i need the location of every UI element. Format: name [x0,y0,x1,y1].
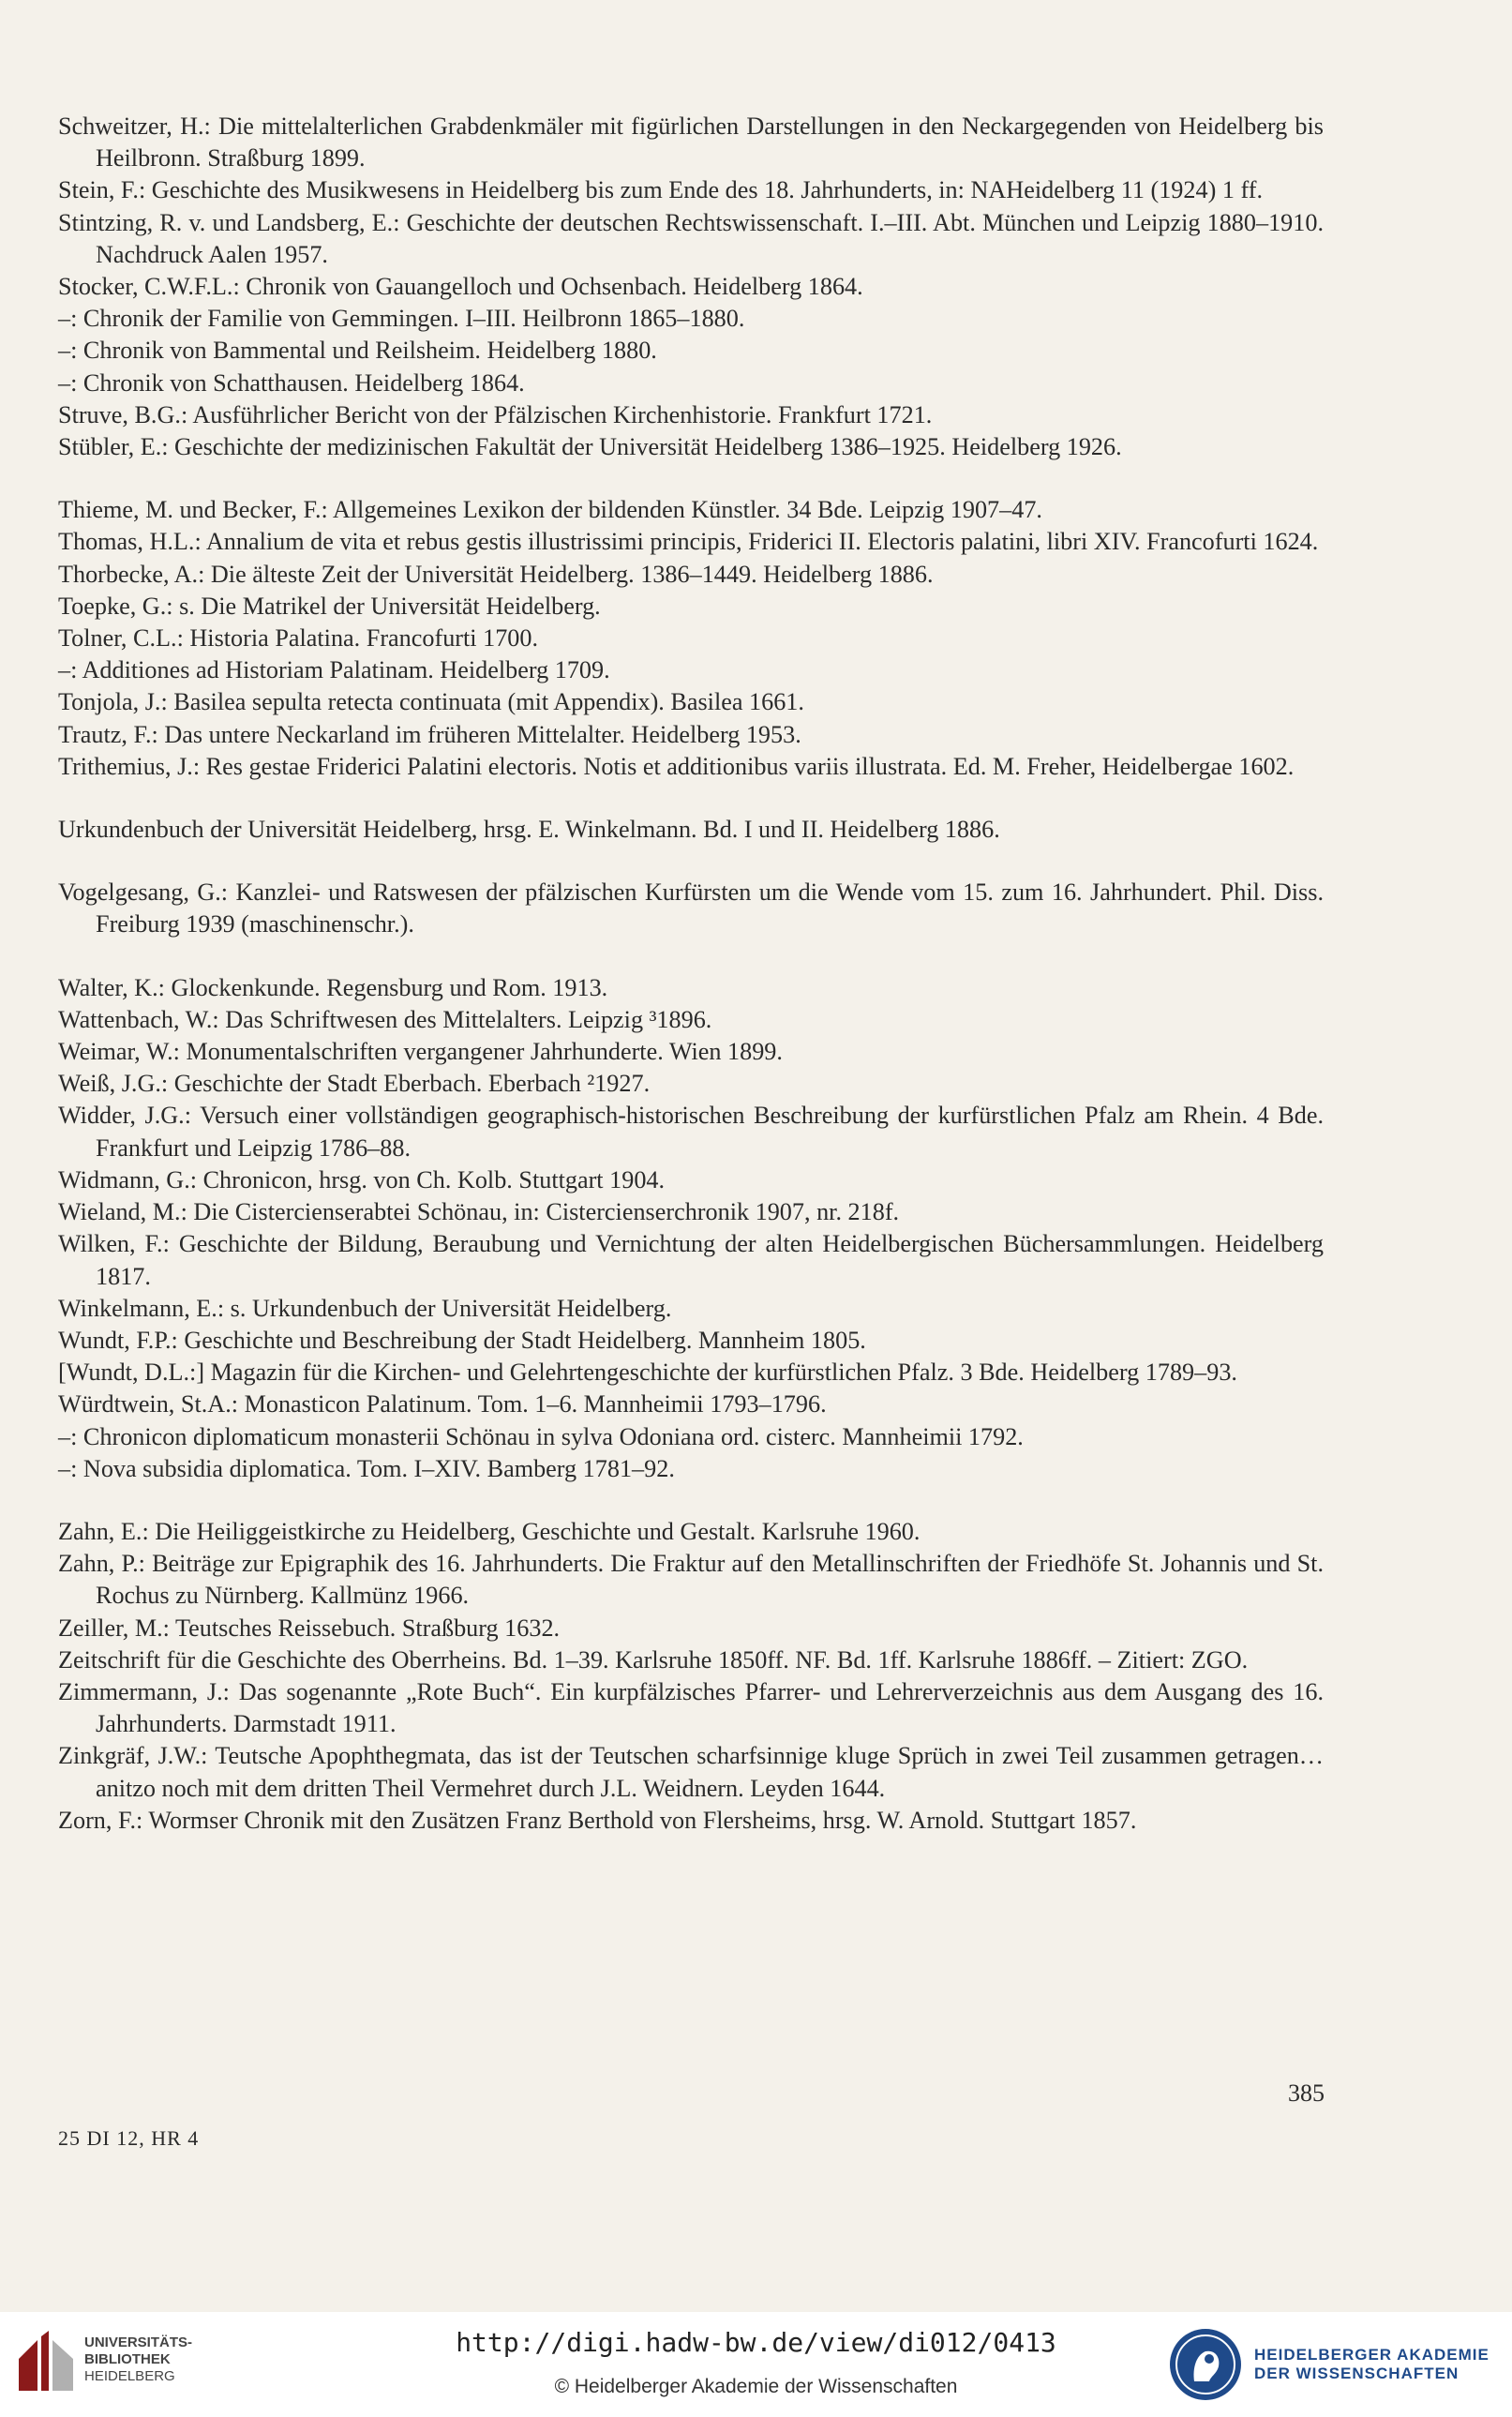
bib-entry: Weiß, J.G.: Geschichte der Stadt Eberbach. Eberbach ²1927. [58,1070,651,1098]
viewer-footer [0,2312,1512,2417]
bib-entry: –: Chronik von Bammental und Reilsheim. Heidelberg 1880. [58,337,657,365]
bib-entry: Wilken, F.: Geschichte der Bildung, Beraubung und Vernichtung der alten Heidelbergischen Büchersammlungen. Heidelberg 1817. [58,1230,1324,1290]
bib-entry: Winkelmann, E.: s. Urkundenbuch der Universität Heidelberg. [58,1294,672,1322]
ub-line-3: HEIDELBERG [84,2368,175,2384]
bib-entry: –: Additiones ad Historiam Palatinam. Heidelberg 1709. [58,656,610,684]
bib-entry: Zeitschrift für die Geschichte des Oberrheins. Bd. 1–39. Karlsruhe 1850ff. NF. Bd. 1ff. Karlsruhe 1886ff. – Zitiert: ZGO. [58,1645,1249,1674]
academy-seal-icon[interactable] [1168,2327,1243,2402]
bib-entry: Zeiller, M.: Teutsches Reissebuch. Straßburg 1632. [58,1614,561,1642]
bib-entry: Vogelgesang, G.: Kanzlei- und Ratswesen der pfälzischen Kurfürsten um die Wende vom 15. zum 16. Jahrhundert. Phil. Diss. Freiburg 1939 (maschinenschr.). [58,878,1324,938]
copyright-notice: © Heidelberger Akademie der Wissenschaften [554,2376,958,2397]
ub-line-2: BIBLIOTHEK [84,2351,171,2367]
bib-entry: Tolner, C.L.: Historia Palatina. Francofurti 1700. [58,624,539,653]
bib-entry: –: Chronik von Schatthausen. Heidelberg 1864. [58,368,525,397]
bib-entry: Stocker, C.W.F.L.: Chronik von Gauangelloch und Ochsenbach. Heidelberg 1864. [58,273,863,301]
letter-gap [58,846,1324,877]
bib-entry: Wieland, M.: Die Cistercienserabtei Schönau, in: Cistercienserchronik 1907, nr. 218f. [58,1198,900,1226]
bib-entry: –: Chronik der Familie von Gemmingen. I–III. Heilbronn 1865–1880. [58,305,745,333]
permalink-url[interactable]: http://digi.hadw-bw.de/view/di012/0413 [456,2327,1056,2358]
letter-gap [58,783,1324,814]
page-number: 385 [1288,2079,1325,2107]
bib-entry: Wattenbach, W.: Das Schriftwesen des Mittelalters. Leipzig ³1896. [58,1005,712,1033]
bib-entry: Toepke, G.: s. Die Matrikel der Universität Heidelberg. [58,592,601,620]
bib-entry: Trithemius, J.: Res gestae Friderici Palatini electoris. Notis et additionibus variis illustrata. Ed. M. Freher, Heidelbergae 1602. [58,752,1295,780]
bib-entry: Stübler, E.: Geschichte der medizinischen Fakultät der Universität Heidelberg 1386–1925. Heidelberg 1926. [58,433,1122,461]
bib-entry: Widder, J.G.: Versuch einer vollständigen geographisch-historischen Beschreibung der kurfürstlichen Pfalz am Rhein. 4 Bde. Frankfurt und Leipzig 1786–88. [58,1102,1324,1162]
bib-entry: Weimar, W.: Monumentalschriften vergangener Jahrhunderte. Wien 1899. [58,1038,783,1066]
bib-entry: Zahn, P.: Beiträge zur Epigraphik des 16. Jahrhunderts. Die Fraktur auf den Metallinschriften der Friedhöfe St. Johannis und St. Rochus zu Nürnberg. Kallmünz 1966. [58,1550,1324,1610]
bib-entry: Trautz, F.: Das untere Neckarland im früheren Mittelalter. Heidelberg 1953. [58,720,801,748]
bib-entry: –: Nova subsidia diplomatica. Tom. I–XIV. Bamberg 1781–92. [58,1454,675,1482]
bib-entry: Wundt, F.P.: Geschichte und Beschreibung der Stadt Heidelberg. Mannheim 1805. [58,1326,866,1354]
bib-entry: Tonjola, J.: Basilea sepulta retecta continuata (mit Appendix). Basilea 1661. [58,688,804,716]
printer-signature: 25 DI 12, HR 4 [58,2126,200,2150]
letter-gap [58,1485,1324,1516]
bib-entry: [Wundt, D.L.:] Magazin für die Kirchen- und Gelehrtengeschichte der kurfürstlichen Pfalz. 3 Bde. Heidelberg 1789–93. [58,1359,1237,1387]
bib-entry: –: Chronicon diplomaticum monasterii Schönau in sylva Odoniana ord. cisterc. Mannheimii 1792. [58,1422,1024,1450]
bib-entry: Thomas, H.L.: Annalium de vita et rebus gestis illustrissimi principis, Friderici II. Electoris palatini, libri XIV. Francofurti 1624. [58,528,1319,556]
bib-entry: Würdtwein, St.A.: Monasticon Palatinum. Tom. 1–6. Mannheimii 1793–1796. [58,1390,827,1419]
academy-line-2: DER WISSENSCHAFTEN [1254,2364,1460,2382]
bib-entry: Zinkgräf, J.W.: Teutsche Apophthegmata, das ist der Teutschen scharfsinnige kluge Sprüch in zwei Teil zusammen getragen… anitzo noch mit dem dritten Theil Vermehret durch J.L. Weidnern. Leyden 1644. [58,1742,1324,1802]
bibliography-list [58,111,1324,1837]
bib-entry: Walter, K.: Glockenkunde. Regensburg und Rom. 1913. [58,973,608,1001]
bib-entry: Widmann, G.: Chronicon, hrsg. von Ch. Kolb. Stuttgart 1904. [58,1165,666,1193]
academy-line-1: HEIDELBERGER AKADEMIE [1254,2346,1490,2364]
bib-entry: Zorn, F.: Wormser Chronik mit den Zusätzen Franz Berthold von Flersheims, hrsg. W. Arnold. Stuttgart 1857. [58,1806,1137,1834]
bib-entry: Struve, B.G.: Ausführlicher Bericht von der Pfälzischen Kirchenhistorie. Frankfurt 1721. [58,400,933,428]
bib-entry: Stintzing, R. v. und Landsberg, E.: Geschichte der deutschen Rechtswissenschaft. I.–III. Abt. München und Leipzig 1880–1910. Nachdruck Aalen 1957. [58,208,1324,268]
bib-entry: Stein, F.: Geschichte des Musikwesens in Heidelberg bis zum Ende des 18. Jahrhunderts, in: NAHeidelberg 11 (1924) 1 ff. [58,176,1263,204]
bib-entry: Urkundenbuch der Universität Heidelberg, hrsg. E. Winkelmann. Bd. I und II. Heidelberg 1886. [58,816,1000,844]
bib-entry: Thieme, M. und Becker, F.: Allgemeines Lexikon der bildenden Künstler. 34 Bde. Leipzig 1907–47. [58,496,1042,524]
ub-line-1: UNIVERSITÄTS- [84,2334,193,2350]
academy-name [1254,2346,1490,2383]
bib-entry: Zimmermann, J.: Das sogenannte „Rote Buch“. Ein kurpfälzisches Pfarrer- und Lehrerverzeichnis aus dem Ausgang des 16. Jahrhunderts. Darmstadt 1911. [58,1677,1324,1738]
bib-entry: Thorbecke, A.: Die älteste Zeit der Universität Heidelberg. 1386–1449. Heidelberg 1886. [58,560,934,588]
letter-gap [58,463,1324,494]
bib-entry: Zahn, E.: Die Heiliggeistkirche zu Heidelberg, Geschichte und Gestalt. Karlsruhe 1960. [58,1517,921,1545]
bib-entry: Schweitzer, H.: Die mittelalterlichen Grabdenkmäler mit figürlichen Darstellungen in den Neckargegenden von Heidelberg bis Heilbronn. Straßburg 1899. [58,113,1324,173]
letter-gap [58,941,1324,972]
